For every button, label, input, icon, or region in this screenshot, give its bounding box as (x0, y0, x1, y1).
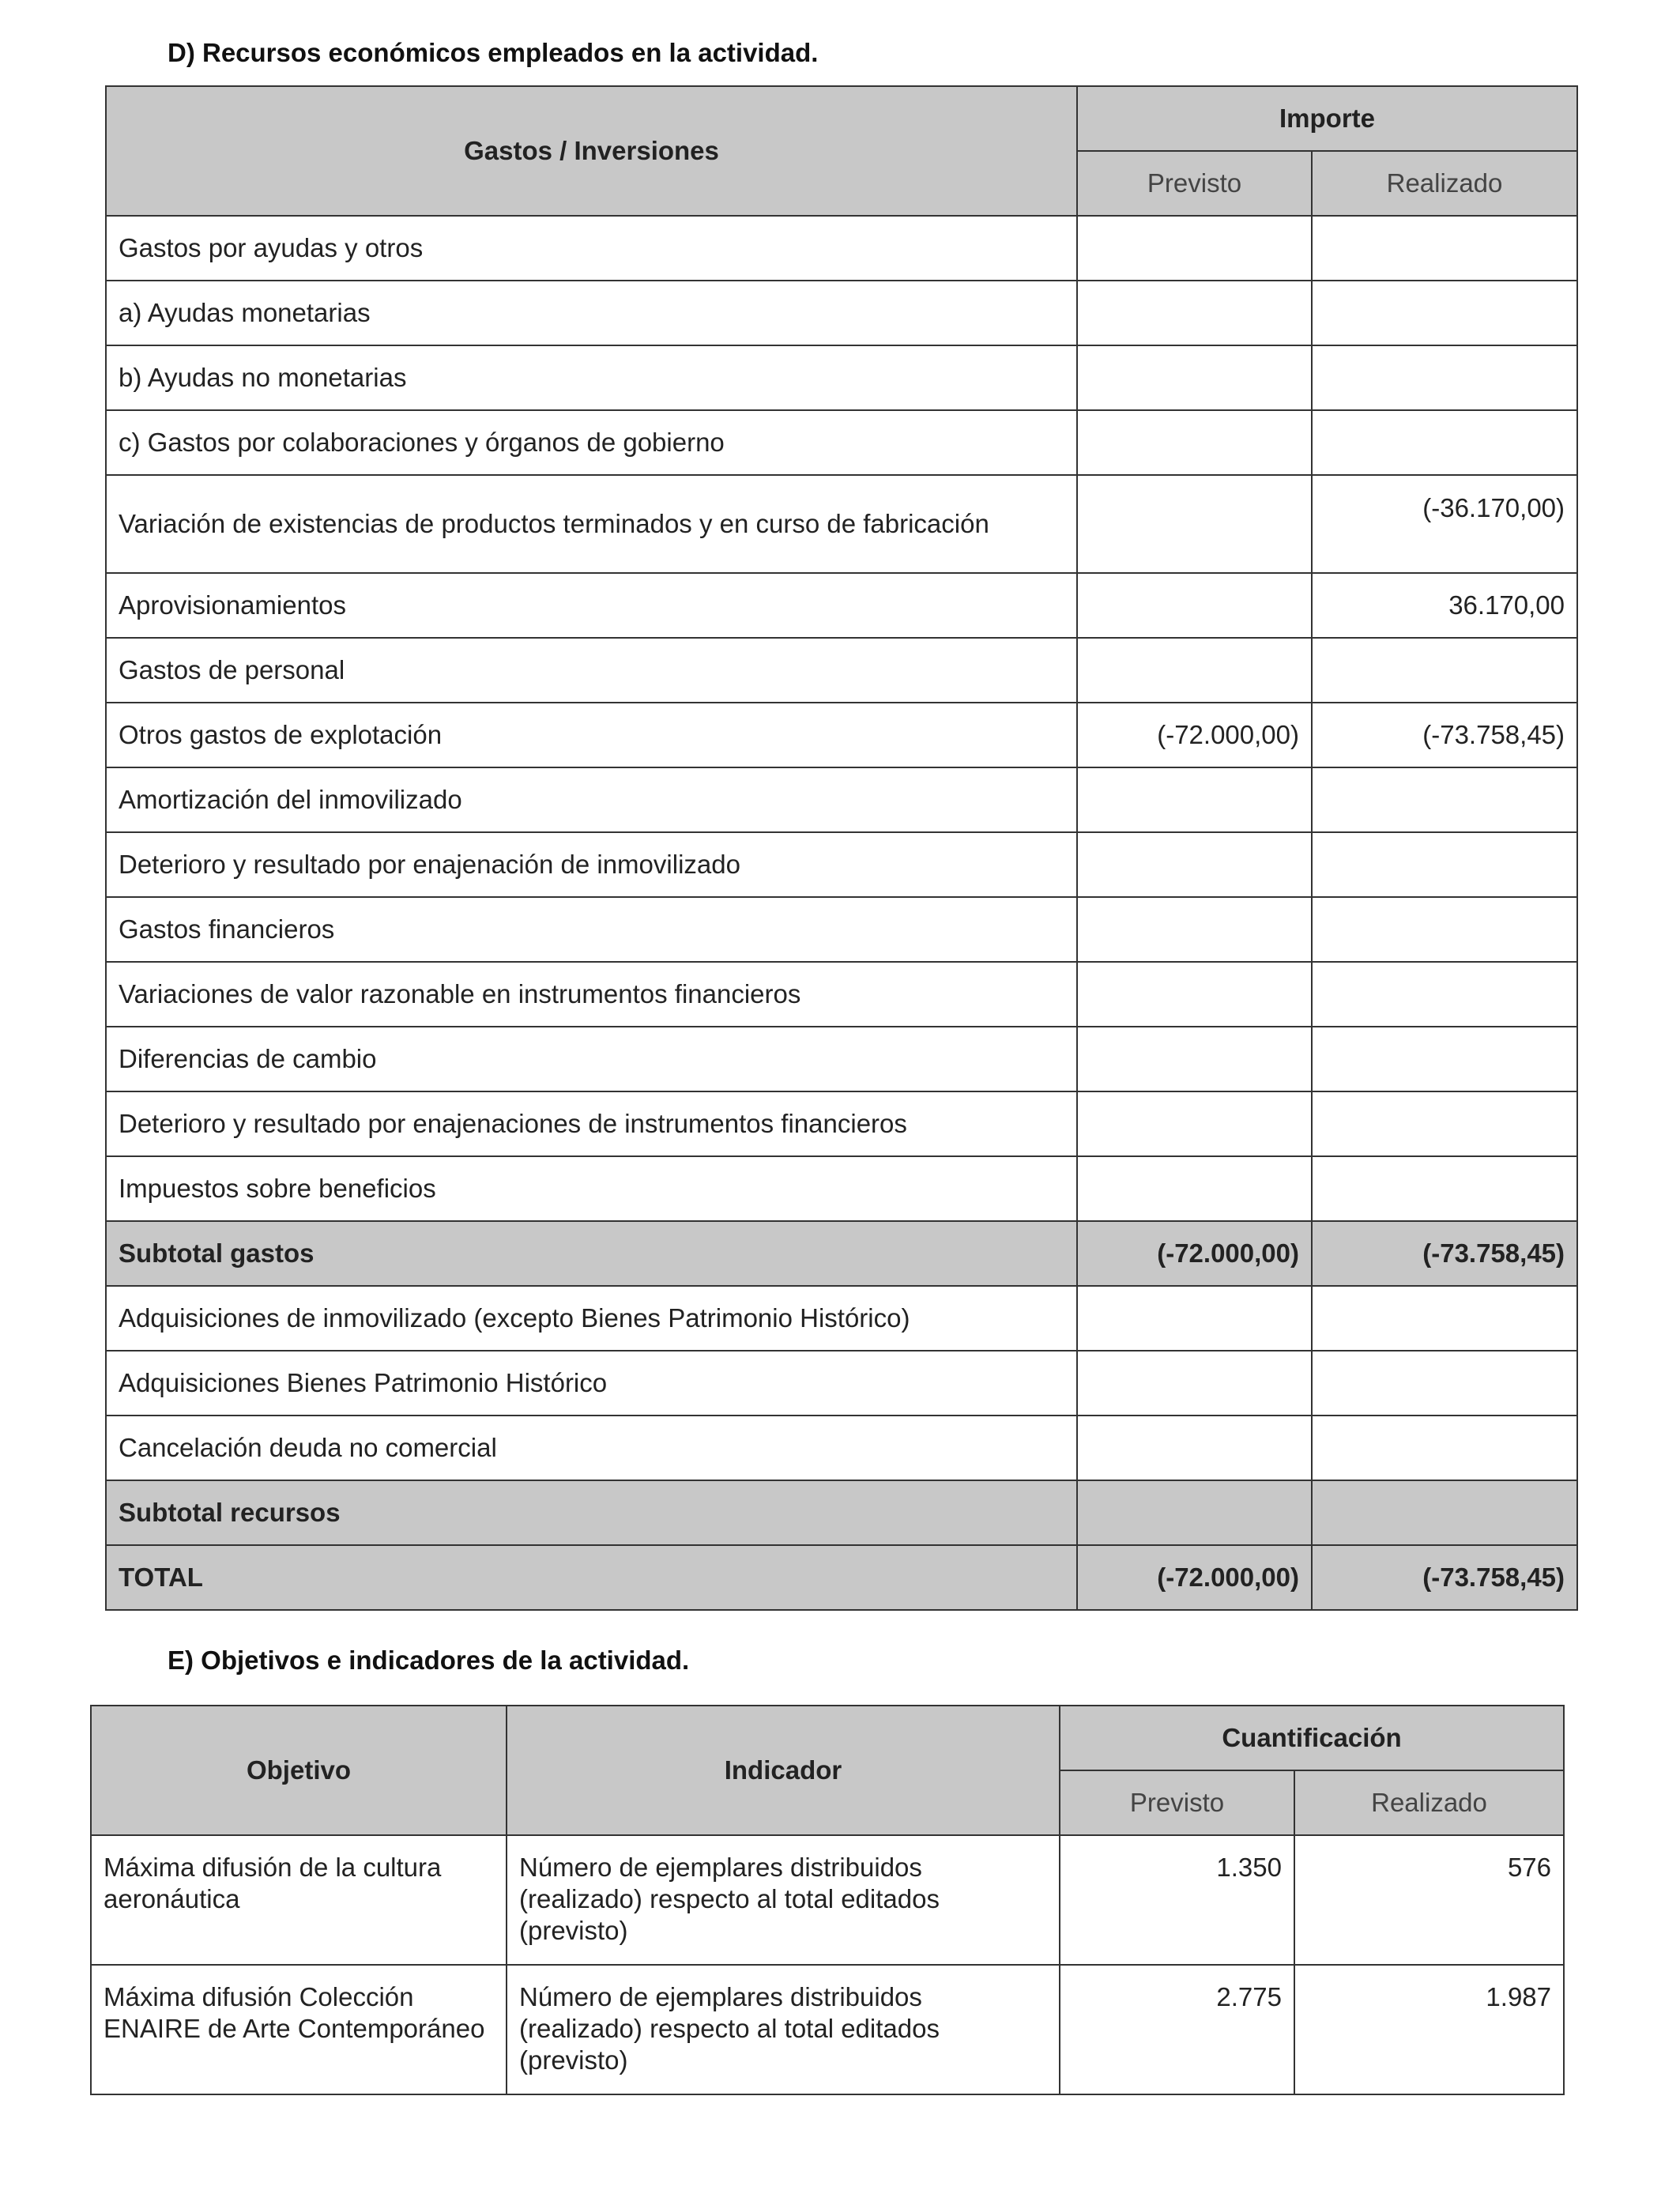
row-label: Subtotal recursos (106, 1480, 1077, 1545)
realizado-cell: (-73.758,45) (1312, 703, 1577, 767)
realizado-cell (1312, 410, 1577, 475)
column-header-previsto: Previsto (1077, 151, 1312, 216)
previsto-cell (1077, 345, 1312, 410)
previsto-cell (1077, 475, 1312, 573)
row-label: Deterioro y resultado por enajenaciones de instrumentos financieros (106, 1091, 1077, 1156)
previsto-cell: (-72.000,00) (1077, 1545, 1312, 1610)
previsto-cell (1077, 1351, 1312, 1416)
previsto-cell (1077, 573, 1312, 638)
table-row (106, 410, 1577, 475)
realizado-cell (1312, 1286, 1577, 1351)
row-label: Amortización del inmovilizado (106, 767, 1077, 832)
objetivo-cell: Máxima difusión Colección ENAIRE de Arte Contemporáneo (91, 1965, 507, 2094)
realizado-cell: 576 (1294, 1835, 1564, 1965)
realizado-cell: 1.987 (1294, 1965, 1564, 2094)
realizado-cell (1312, 1351, 1577, 1416)
indicador-cell: Número de ejemplares distribuidos (realizado) respecto al total editados (previsto) (507, 1965, 1060, 2094)
table-row (106, 345, 1577, 410)
row-label: TOTAL (106, 1545, 1077, 1610)
table-row (91, 1965, 1564, 2094)
previsto-cell (1077, 216, 1312, 281)
table-row (106, 638, 1577, 703)
resources-table (105, 85, 1578, 1611)
column-header-realizado: Realizado (1312, 151, 1577, 216)
subtotal-gastos-row (106, 1221, 1577, 1286)
row-label: Gastos de personal (106, 638, 1077, 703)
previsto-cell (1077, 281, 1312, 345)
column-header-importe: Importe (1077, 86, 1577, 151)
table-row (106, 1286, 1577, 1351)
realizado-cell (1312, 216, 1577, 281)
row-label: Diferencias de cambio (106, 1027, 1077, 1091)
table-row (106, 897, 1577, 962)
previsto-cell: (-72.000,00) (1077, 703, 1312, 767)
previsto-cell: (-72.000,00) (1077, 1221, 1312, 1286)
column-header-gastos: Gastos / Inversiones (106, 86, 1077, 216)
realizado-cell: (-36.170,00) (1312, 475, 1577, 573)
row-label: Gastos financieros (106, 897, 1077, 962)
row-label: Otros gastos de explotación (106, 703, 1077, 767)
objetivo-cell: Máxima difusión de la cultura aeronáutica (91, 1835, 507, 1965)
previsto-cell: 1.350 (1060, 1835, 1294, 1965)
realizado-cell (1312, 962, 1577, 1027)
column-header-cuantificacion: Cuantificación (1060, 1706, 1564, 1770)
realizado-cell (1312, 832, 1577, 897)
table-row (106, 703, 1577, 767)
row-label: Adquisiciones Bienes Patrimonio Histórico (106, 1351, 1077, 1416)
row-label: Impuestos sobre beneficios (106, 1156, 1077, 1221)
table-row (106, 1351, 1577, 1416)
realizado-cell (1312, 638, 1577, 703)
table-row (106, 1416, 1577, 1480)
previsto-cell (1077, 832, 1312, 897)
previsto-cell (1077, 410, 1312, 475)
table-row (106, 281, 1577, 345)
objectives-table (90, 1705, 1565, 2095)
realizado-cell (1312, 1416, 1577, 1480)
row-label: b) Ayudas no monetarias (106, 345, 1077, 410)
previsto-cell (1077, 1091, 1312, 1156)
section-e-heading: E) Objetivos e indicadores de la actividad. (168, 1646, 690, 1675)
row-label: Gastos por ayudas y otros (106, 216, 1077, 281)
realizado-cell (1312, 345, 1577, 410)
subtotal-recursos-row (106, 1480, 1577, 1545)
table-row (106, 832, 1577, 897)
realizado-cell (1312, 1156, 1577, 1221)
column-header-realizado: Realizado (1294, 1770, 1564, 1835)
previsto-cell (1077, 767, 1312, 832)
indicador-cell: Número de ejemplares distribuidos (realizado) respecto al total editados (previsto) (507, 1835, 1060, 1965)
row-label: Cancelación deuda no comercial (106, 1416, 1077, 1480)
row-label: Variaciones de valor razonable en instrumentos financieros (106, 962, 1077, 1027)
previsto-cell (1077, 962, 1312, 1027)
table-row (106, 962, 1577, 1027)
row-label: c) Gastos por colaboraciones y órganos de gobierno (106, 410, 1077, 475)
table-row (106, 573, 1577, 638)
realizado-cell (1312, 1027, 1577, 1091)
section-d-heading: D) Recursos económicos empleados en la actividad. (168, 38, 819, 67)
realizado-cell (1312, 767, 1577, 832)
table-row (106, 216, 1577, 281)
table-row (106, 767, 1577, 832)
row-label: Variación de existencias de productos terminados y en curso de fabricación (106, 475, 1077, 573)
realizado-cell (1312, 897, 1577, 962)
column-header-objetivo: Objetivo (91, 1706, 507, 1835)
realizado-cell: (-73.758,45) (1312, 1221, 1577, 1286)
table-row (91, 1835, 1564, 1965)
realizado-cell (1312, 281, 1577, 345)
total-row (106, 1545, 1577, 1610)
realizado-cell (1312, 1091, 1577, 1156)
previsto-cell (1077, 1416, 1312, 1480)
previsto-cell (1077, 1156, 1312, 1221)
realizado-cell (1312, 1480, 1577, 1545)
table-row (106, 1156, 1577, 1221)
row-label: Deterioro y resultado por enajenación de inmovilizado (106, 832, 1077, 897)
row-label: a) Ayudas monetarias (106, 281, 1077, 345)
previsto-cell (1077, 1480, 1312, 1545)
realizado-cell: 36.170,00 (1312, 573, 1577, 638)
previsto-cell: 2.775 (1060, 1965, 1294, 2094)
row-label: Aprovisionamientos (106, 573, 1077, 638)
column-header-indicador: Indicador (507, 1706, 1060, 1835)
table-row (106, 1091, 1577, 1156)
previsto-cell (1077, 1027, 1312, 1091)
row-label: Adquisiciones de inmovilizado (excepto Bienes Patrimonio Histórico) (106, 1286, 1077, 1351)
previsto-cell (1077, 1286, 1312, 1351)
previsto-cell (1077, 897, 1312, 962)
table-row (106, 1027, 1577, 1091)
previsto-cell (1077, 638, 1312, 703)
column-header-previsto: Previsto (1060, 1770, 1294, 1835)
table-row (106, 475, 1577, 573)
row-label: Subtotal gastos (106, 1221, 1077, 1286)
realizado-cell: (-73.758,45) (1312, 1545, 1577, 1610)
